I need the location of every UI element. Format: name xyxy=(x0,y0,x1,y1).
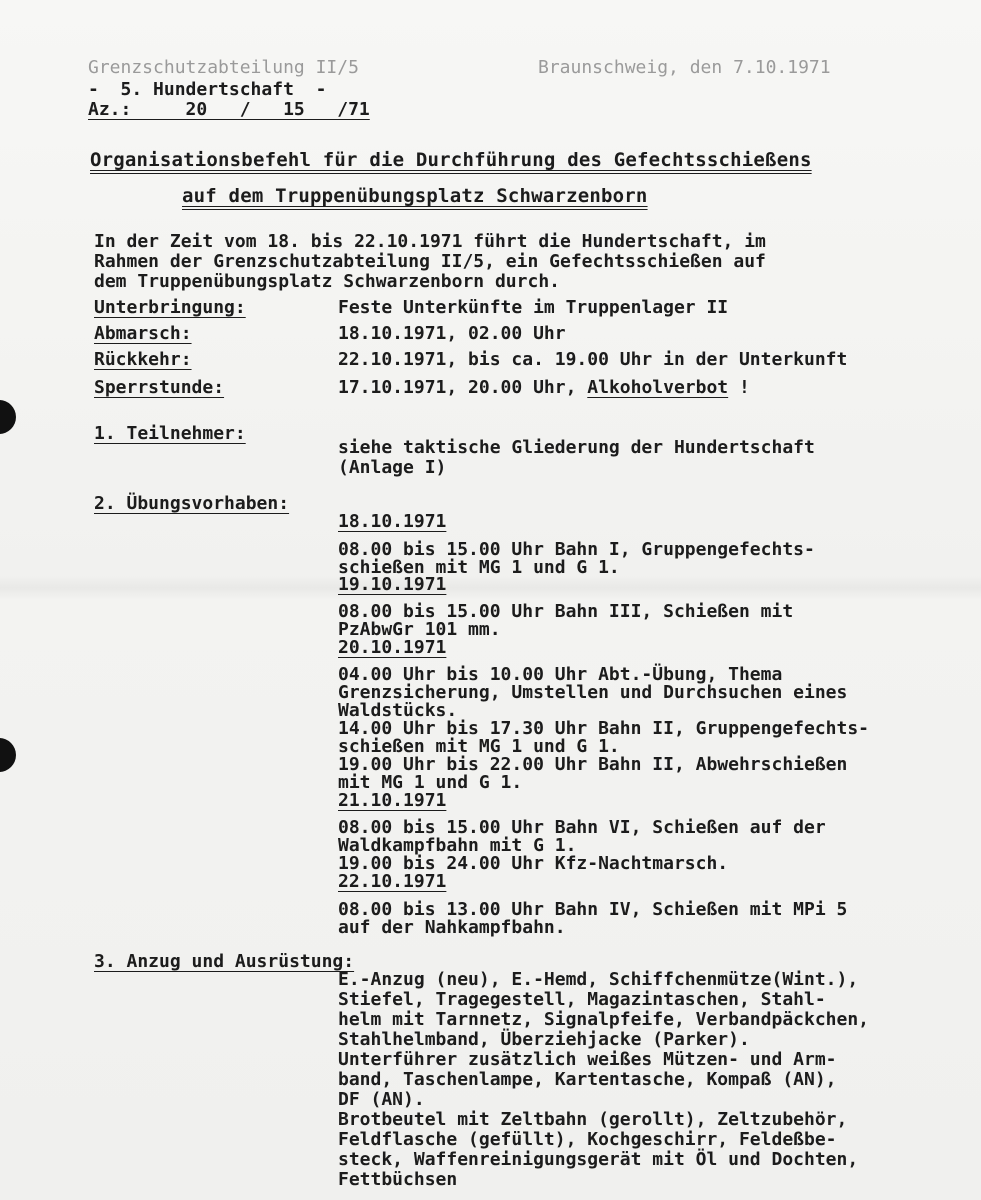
fact-label-unterbringung: Unterbringung: xyxy=(94,297,246,318)
equipment-line: Stahlhelmband, Überziehjacke (Parker). xyxy=(338,1029,750,1050)
document-title: Organisationsbefehl für die Durchführung des Gefechtsschießens xyxy=(90,149,812,171)
day-line: PzAbwGr 101 mm. xyxy=(338,619,501,640)
equipment-line: helm mit Tarnnetz, Signalpfeife, Verbandpäckchen, xyxy=(338,1009,870,1030)
day-date: 21.10.1971 xyxy=(338,790,447,811)
unit-name: Grenzschutzabteilung II/5 xyxy=(88,57,359,78)
fact-value-sperrstunde: 17.10.1971, 20.00 Uhr, Alkoholverbot ! xyxy=(338,377,750,398)
intro-line: dem Truppenübungsplatz Schwarzenborn durch. xyxy=(94,271,560,292)
day-date: 18.10.1971 xyxy=(338,511,447,532)
day-line: 08.00 bis 13.00 Uhr Bahn IV, Schießen mit MPi 5 xyxy=(338,899,848,920)
reference-number: Az.: 20 / 15 /71 xyxy=(88,99,370,120)
fact-label-abmarsch: Abmarsch: xyxy=(94,323,192,344)
equipment-line: E.-Anzug (neu), E.-Hemd, Schiffchenmütze(Wint.), xyxy=(338,969,859,990)
day-line: auf der Nahkampfbahn. xyxy=(338,917,566,938)
place-date: Braunschweig, den 7.10.1971 xyxy=(538,57,831,78)
intro-line: In der Zeit vom 18. bis 22.10.1971 führt die Hundertschaft, im xyxy=(94,231,766,252)
day-line: 08.00 bis 15.00 Uhr Bahn VI, Schießen auf der xyxy=(338,817,826,838)
day-line: 19.00 Uhr bis 22.00 Uhr Bahn II, Abwehrschießen xyxy=(338,754,848,775)
day-line: 04.00 Uhr bis 10.00 Uhr Abt.-Übung, Thema xyxy=(338,664,783,685)
intro-line: Rahmen der Grenzschutzabteilung II/5, ein Gefechtsschießen auf xyxy=(94,251,766,272)
day-line: 19.00 bis 24.00 Uhr Kfz-Nachtmarsch. xyxy=(338,853,729,874)
equipment-line: Unterführer zusätzlich weißes Mützen- und Arm- xyxy=(338,1049,837,1070)
day-line: schießen mit MG 1 und G 1. xyxy=(338,736,620,757)
equipment-line: band, Taschenlampe, Kartentasche, Kompaß (AN), xyxy=(338,1069,837,1090)
fact-value-unterbringung: Feste Unterkünfte im Truppenlager II xyxy=(338,297,729,318)
document-subtitle: auf dem Truppenübungsplatz Schwarzenborn xyxy=(182,185,648,207)
fact-value-abmarsch: 18.10.1971, 02.00 Uhr xyxy=(338,323,566,344)
equipment-line: DF (AN). xyxy=(338,1089,425,1110)
section-2-heading: 2. Übungsvorhaben: xyxy=(94,493,290,514)
equipment-line: Brotbeutel mit Zeltbahn (gerollt), Zeltzubehör, xyxy=(338,1109,848,1130)
day-date: 19.10.1971 xyxy=(338,574,447,595)
fact-value-rueckkehr: 22.10.1971, bis ca. 19.00 Uhr in der Unterkunft xyxy=(338,349,848,370)
equipment-line: Stiefel, Tragegestell, Magazintaschen, Stahl- xyxy=(338,989,826,1010)
day-date: 20.10.1971 xyxy=(338,637,447,658)
day-line: 08.00 bis 15.00 Uhr Bahn I, Gruppengefechts- xyxy=(338,539,815,560)
day-line: 08.00 bis 15.00 Uhr Bahn III, Schießen mit xyxy=(338,601,794,622)
day-line: mit MG 1 und G 1. xyxy=(338,772,523,793)
day-line: Grenzsicherung, Umstellen und Durchsuchen eines xyxy=(338,682,848,703)
fact-label-rueckkehr: Rückkehr: xyxy=(94,349,192,370)
section-3-heading: 3. Anzug und Ausrüstung: xyxy=(94,951,355,972)
fact-label-sperrstunde: Sperrstunde: xyxy=(94,377,225,398)
sub-unit: - 5. Hundertschaft - xyxy=(88,79,327,100)
day-line: schießen mit MG 1 und G 1. xyxy=(338,557,620,578)
equipment-line: Feldflasche (gefüllt), Kochgeschirr, Feldeßbe- xyxy=(338,1129,837,1150)
alcohol-ban: Alkoholverbot xyxy=(587,377,729,398)
day-line: Waldkampfbahn mit G 1. xyxy=(338,835,577,856)
day-line: Waldstücks. xyxy=(338,700,458,721)
section-1-line: siehe taktische Gliederung der Hundertschaft xyxy=(338,437,815,458)
section-1-line: (Anlage I) xyxy=(338,457,447,478)
equipment-line: steck, Waffenreinigungsgerät mit Öl und Dochten, xyxy=(338,1149,859,1170)
day-line: 14.00 Uhr bis 17.30 Uhr Bahn II, Gruppengefechts- xyxy=(338,718,870,739)
section-1-heading: 1. Teilnehmer: xyxy=(94,423,246,444)
equipment-line: Fettbüchsen xyxy=(338,1169,458,1190)
day-date: 22.10.1971 xyxy=(338,871,447,892)
